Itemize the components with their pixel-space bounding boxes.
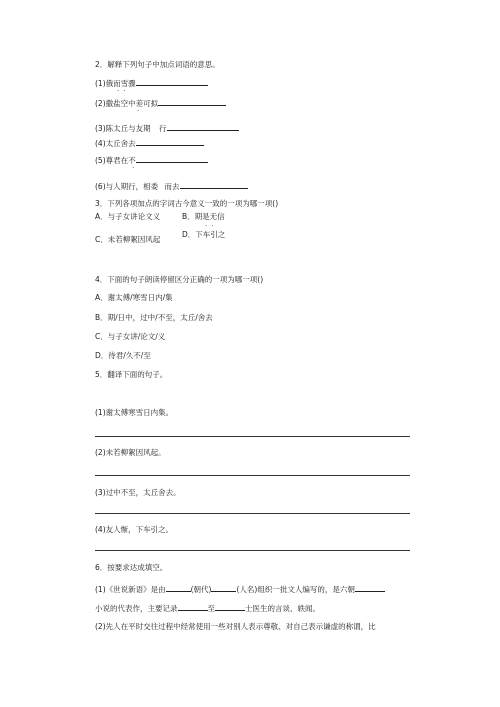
q5-heading: 5．翻译下面的句子。 <box>95 370 168 379</box>
q4-option-a[interactable]: A．谢太傅/寒雪日内/集 <box>95 293 173 302</box>
answer-blank[interactable] <box>355 583 385 592</box>
q6-para-1-line-1 <box>95 583 385 595</box>
emphasis-dots: ·· <box>205 222 218 230</box>
q2-item-5 <box>95 154 208 166</box>
q6-p1b: (朝代) <box>190 585 212 594</box>
q3-option-c[interactable]: C．未若柳絮因风起 <box>95 235 161 244</box>
answer-blank[interactable] <box>136 137 204 146</box>
q2-item-3 <box>95 122 239 134</box>
answer-line[interactable] <box>95 436 410 437</box>
q6-p1e: 至 <box>207 604 215 613</box>
q2-item-3-text: (3)陈太丘与友期 <box>95 124 151 133</box>
answer-blank[interactable] <box>158 97 226 106</box>
q5-item-1: (1)谢太傅寒雪日内集。 <box>95 408 174 417</box>
q6-heading: 6．按要求达成填空。 <box>95 563 168 572</box>
q6-p1d: 小说的代表作，主要记录 <box>95 604 178 613</box>
q2-item-5-text: (5)尊君在不 <box>95 156 136 165</box>
q2-item-2-text: (2)撒盐空中差可拟 <box>95 99 159 108</box>
q2-item-1 <box>95 77 208 89</box>
q2-item-6 <box>95 180 248 192</box>
emphasis-dots: ·· <box>117 87 130 95</box>
answer-blank[interactable] <box>178 602 208 611</box>
answer-blank[interactable] <box>136 77 208 86</box>
q3-option-b[interactable]: B．期是无信 <box>182 212 225 221</box>
q2-heading: 2．解释下列句子中加点词语的意思。 <box>95 60 220 69</box>
q5-item-2: (2)未若柳絮因风起。 <box>95 448 166 457</box>
q6-p1a: (1)《世说新语》是由 <box>95 585 166 594</box>
answer-blank[interactable] <box>180 180 248 189</box>
q2-item-2 <box>95 97 226 109</box>
q3-option-a[interactable]: A．与子女讲论文义 <box>95 212 161 221</box>
answer-blank[interactable] <box>215 602 245 611</box>
answer-line[interactable] <box>95 513 410 514</box>
q3-heading: 3．下列各项加点的字词古今意义一致的一项为哪一项() <box>95 199 279 208</box>
q5-item-3: (3)过中不至，太丘舍去。 <box>95 488 181 497</box>
q4-option-c[interactable]: C．与子女讲/论文/义 <box>95 332 166 341</box>
answer-blank[interactable] <box>211 583 236 592</box>
q2-item-4 <box>95 137 204 149</box>
q2-item-3-tail: 行 <box>159 124 167 133</box>
q2-item-6-text: (6)与人期行，相委 <box>95 182 159 191</box>
q6-para-1-line-2 <box>95 602 320 614</box>
answer-blank[interactable] <box>136 154 208 163</box>
q2-item-1-text: (1)俄而雪骤 <box>95 79 136 88</box>
q4-option-b[interactable]: B．期/日中，过中/不至，太丘/舍去 <box>95 313 213 322</box>
answer-line[interactable] <box>95 475 410 476</box>
q6-p1c: (人名)组织一批文人编写的，是六朝 <box>236 585 355 594</box>
q5-item-4: (4)友人惭，下车引之。 <box>95 525 174 534</box>
q4-option-d[interactable]: D．待君/久不/至 <box>95 351 151 360</box>
q2-item-6-tail: 而去 <box>164 182 180 191</box>
emphasis-dots: · <box>132 164 139 172</box>
q4-heading: 4．下面的句子朗读停留区分正确的一项为哪一项() <box>95 275 264 284</box>
q2-item-4-text: (4)太丘舍去 <box>95 139 136 148</box>
answer-blank[interactable] <box>167 122 239 131</box>
q6-para-2: (2)先人在平时交往过程中经常使用一些对别人表示尊敬、对自己表示谦虚的称谓，比 <box>95 622 376 631</box>
answer-line[interactable] <box>95 550 410 551</box>
q3-option-d[interactable]: D．下车引之 <box>182 230 226 239</box>
emphasis-dots: · <box>137 107 144 115</box>
q6-p1f: 士医生的言谈、轶闻。 <box>245 604 320 613</box>
answer-blank[interactable] <box>166 583 191 592</box>
